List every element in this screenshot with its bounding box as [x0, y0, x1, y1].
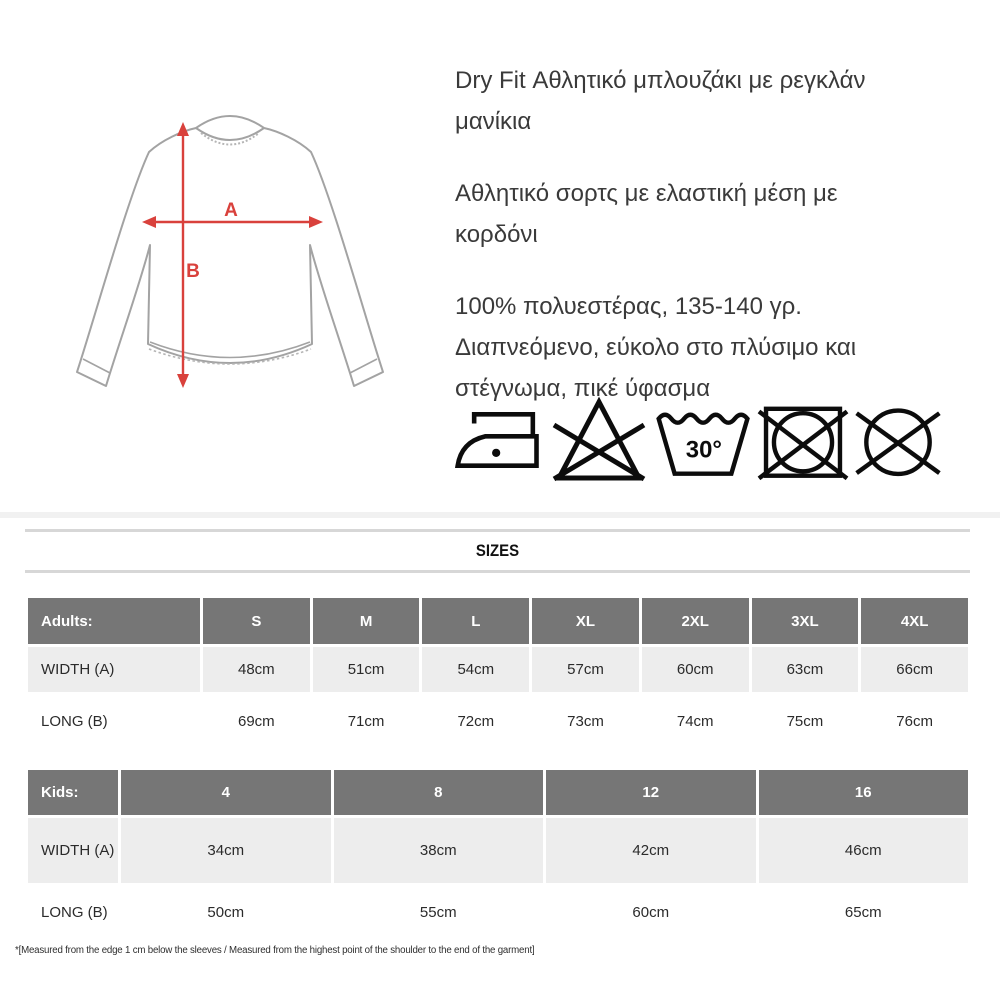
- adults-col-header: 4XL: [861, 598, 968, 644]
- adults-col-header: 2XL: [642, 598, 749, 644]
- kids-width-value: 46cm: [759, 818, 969, 883]
- adults-width-value: 48cm: [203, 647, 310, 692]
- do-not-tumble-dry-icon: [757, 400, 849, 481]
- do-not-dry-clean-icon: [854, 400, 942, 481]
- measurement-footnote: *[Measured from the edge 1 cm below the sleeves / Measured from the highest point of the shoulder to the end of the garment]: [15, 945, 535, 956]
- adults-width-value: 51cm: [313, 647, 420, 692]
- kids-width-row-label: WIDTH (A): [28, 818, 118, 883]
- kids-width-value: 34cm: [121, 818, 331, 883]
- machine-wash-30-icon: [654, 401, 752, 479]
- wash-temperature-label: 30°: [685, 436, 722, 464]
- kids-long-value: 55cm: [419, 903, 457, 921]
- length-label: B: [186, 261, 200, 282]
- kids-col-header: 16: [759, 770, 969, 815]
- care-symbols-row: [452, 398, 952, 482]
- kids-col-header: 4: [121, 770, 331, 815]
- adults-long-value: 72cm: [457, 712, 495, 730]
- adults-long-value: 74cm: [676, 712, 714, 730]
- divider-line-bottom: [25, 570, 970, 573]
- description-paragraph-1: Dry Fit Αθλητικό μπλουζάκι με ρεγκλάν μανίκια: [455, 67, 866, 135]
- adults-size-table: [28, 598, 968, 747]
- adults-width-value: 63cm: [752, 647, 859, 692]
- adults-width-value: 54cm: [422, 647, 529, 692]
- kids-width-value: 38cm: [334, 818, 544, 883]
- adults-table-label: Adults:: [28, 598, 200, 644]
- shirt-measurement-diagram: [50, 92, 430, 422]
- adults-long-value: 73cm: [567, 712, 604, 730]
- kids-long-row-label: LONG (B): [41, 903, 108, 921]
- kids-col-header: 12: [546, 770, 756, 815]
- width-label: A: [224, 200, 238, 221]
- product-description: [455, 60, 975, 440]
- adults-width-value: 60cm: [642, 647, 749, 692]
- kids-size-table: [28, 770, 968, 938]
- adults-width-value: 66cm: [861, 647, 968, 692]
- adults-col-header: S: [203, 598, 310, 644]
- kids-width-value: 42cm: [546, 818, 756, 883]
- kids-long-value: 60cm: [632, 903, 670, 921]
- adults-col-header: XL: [532, 598, 639, 644]
- long-sleeve-shirt-icon: [50, 92, 430, 422]
- adults-long-value: 69cm: [238, 712, 275, 730]
- kids-long-value: 65cm: [844, 903, 882, 921]
- adults-width-value: 57cm: [532, 647, 639, 692]
- light-divider-band: [0, 512, 1000, 518]
- sizes-heading: SIZES: [475, 541, 520, 560]
- adults-col-header: M: [313, 598, 420, 644]
- iron-low-heat-icon: [452, 407, 544, 473]
- adults-long-value: 76cm: [896, 712, 933, 730]
- kids-long-value: 50cm: [207, 903, 245, 921]
- adults-long-value: 75cm: [786, 712, 824, 730]
- kids-col-header: 8: [334, 770, 544, 815]
- adults-long-row-label: LONG (B): [41, 712, 108, 730]
- adults-width-row-label: WIDTH (A): [28, 647, 200, 692]
- description-paragraph-3: 100% πολυεστέρας, 135-140 γρ. Διαπνεόμενο, εύκολο στο πλύσιμο και στέγνωμα, πικέ ύφασμα: [455, 293, 857, 402]
- do-not-bleach-icon: [549, 395, 649, 485]
- divider-line-top: [25, 529, 970, 532]
- adults-col-header: L: [422, 598, 529, 644]
- adults-long-value: 71cm: [347, 712, 385, 730]
- adults-col-header: 3XL: [752, 598, 859, 644]
- kids-table-label: Kids:: [28, 770, 118, 815]
- description-paragraph-2: Αθλητικό σορτς με ελαστική μέση με κορδόνι: [455, 180, 838, 248]
